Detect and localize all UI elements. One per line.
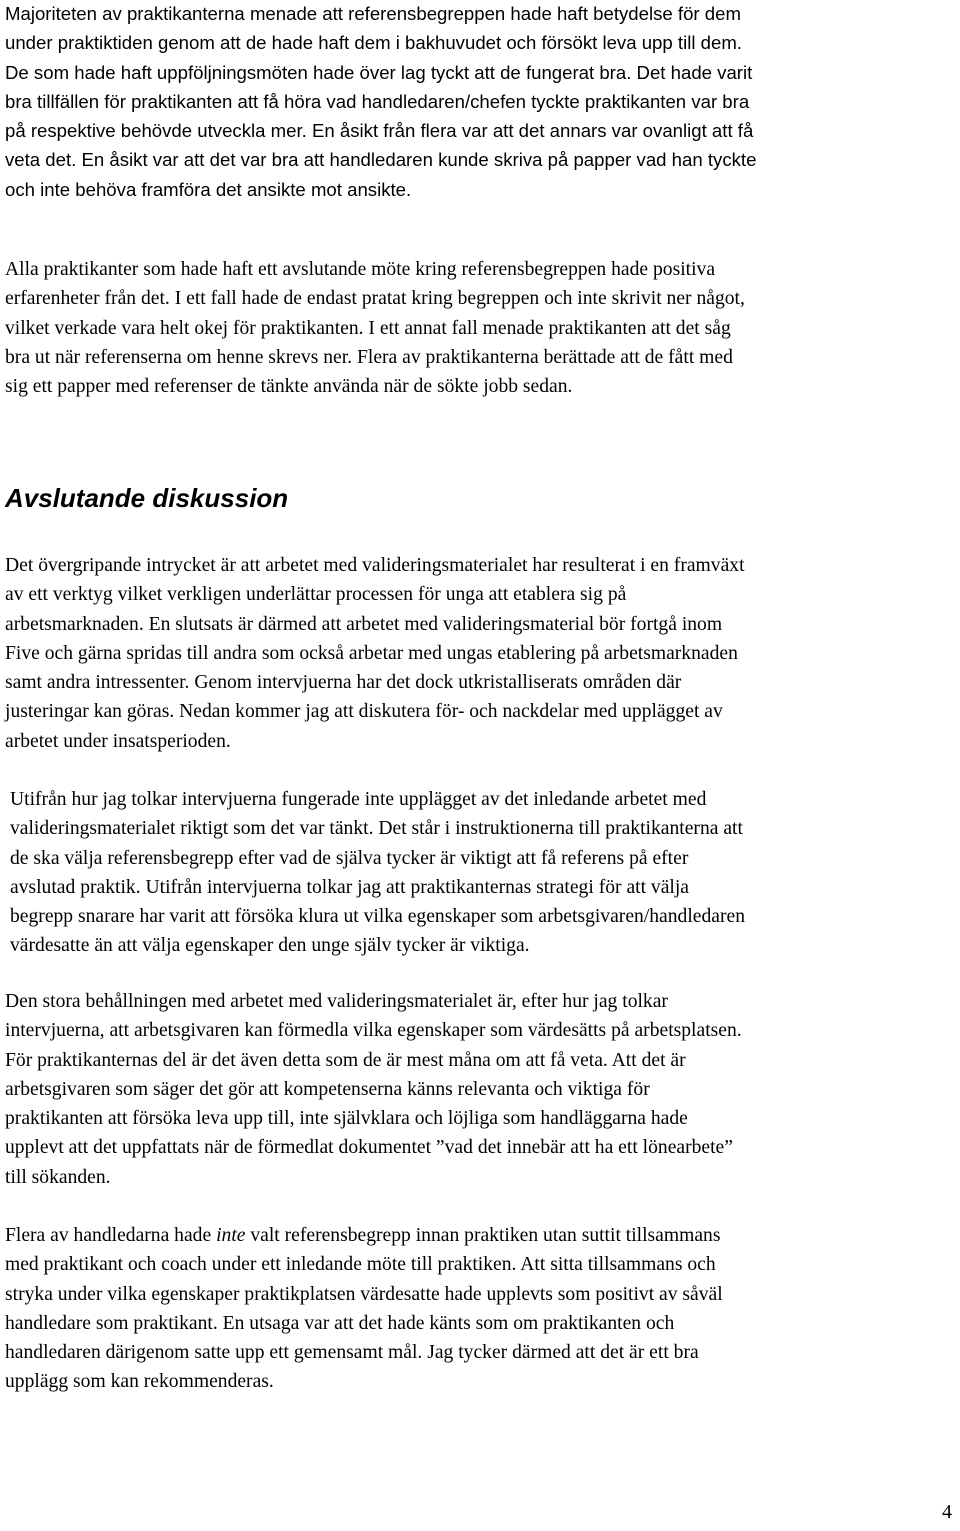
paragraph-text-start: Flera av handledarna hade (5, 1225, 217, 1246)
body-paragraph: Alla praktikanter som hade haft ett avslutande möte kring referensbegreppen hade positiva erfarenheter från det. I ett fall hade de endast pratat kring begreppen och inte skrivit ner något, vilket verkade vara helt okej för praktikanten. I ett annat fall menade praktikanten att det såg bra ut när referenserna om henne skrevs ner. Flera av praktikanterna berättade att de fått med sig ett papper med referenser de tänkte använda när de sökte jobb sedan. (5, 259, 745, 398)
body-paragraph: Utifrån hur jag tolkar intervjuerna fungerade inte upplägget av det inledande arbetet med valideringsmaterialet riktigt som det var tänkt. Det står i instruktionerna till praktikanterna att de ska välja referensbegrepp efter vad de själva tycker är viktigt att få referens på efter avslutad praktik. Utifrån intervjuerna tolkar jag att praktikanternas strategi för att välja begrepp snarare har varit att försöka klura ut vilka egenskaper som arbetsgivaren/handledaren värdesatte än att välja egenskaper den unge själv tycker är viktiga. (10, 789, 746, 957)
body-paragraph: Majoriteten av praktikanterna menade att referensbegreppen hade haft betydelse för dem under praktiktiden genom att de hade haft dem i bakhuvudet och försökt leva upp till dem. De som hade haft uppföljningsmöten hade över lag tyckt att de fungerat bra. Det hade varit bra tillfällen för praktikanten att få höra vad handledaren/chefen tyckte praktikanten var bra på respektive behövde utveckla mer. En åsikt från flera var att det annars var ovanligt att få veta det. En åsikt var att det var bra att handledaren kunde skriva på papper vad han tyckte och inte behöva framföra det ansikte mot ansikte. (5, 3, 757, 200)
emphasized-word: inte (216, 1225, 246, 1246)
body-paragraph: Det övergripande intrycket är att arbetet med valideringsmaterialet har resulterat i en framväxt av ett verktyg vilket verkligen underlättar processen för unga att etablera sig på arbetsmarknaden. En slutsats är därmed att arbetet med valideringsmaterial bör fortgå inom Five och gärna spridas till andra som också arbetar med ungas etablering på arbetsmarknaden samt andra intressenter. Genom intervjuerna har det dock utkristalliserats områden där justeringar kan göras. Nedan kommer jag att diskutera för- och nackdelar med upplägget av arbetet under insatsperioden. (5, 555, 745, 752)
body-paragraph: Den stora behållningen med arbetet med valideringsmaterialet är, efter hur jag tolkar intervjuerna, att arbetsgivaren kan förmedla vilka egenskaper som värdesätts på arbetsplatsen. För praktikanternas del är det även detta som de är mest måna om att få veta. Att det är arbetsgivaren som säger det gör att kompetenserna känns relevanta och viktiga för praktikanten att försöka leva upp till, inte självklara och löjliga som handläggarna hade upplevt att det uppfattats när de förmedlat dokumentet ”vad det innebär att ha ett lönearbete” till sökanden. (5, 991, 742, 1188)
body-paragraph (5, 1221, 957, 1397)
page-number: 4 (942, 1501, 952, 1523)
section-heading: Avslutande diskussion (5, 483, 289, 513)
paragraph-text-end: valt referensbegrepp innan praktiken utan suttit tillsammans med praktikant och coach under ett inledande möte till praktiken. Att sitta tillsammans och stryka under vilka egenskaper praktikplatsen värdesatte hade upplevts som positivt av såväl handledare som praktikant. En utsaga var att det hade känts som om praktikanten och handledaren därigenom satte upp ett gemensamt mål. Jag tycker därmed att det är ett bra upplägg som kan rekommenderas. (5, 1225, 723, 1393)
